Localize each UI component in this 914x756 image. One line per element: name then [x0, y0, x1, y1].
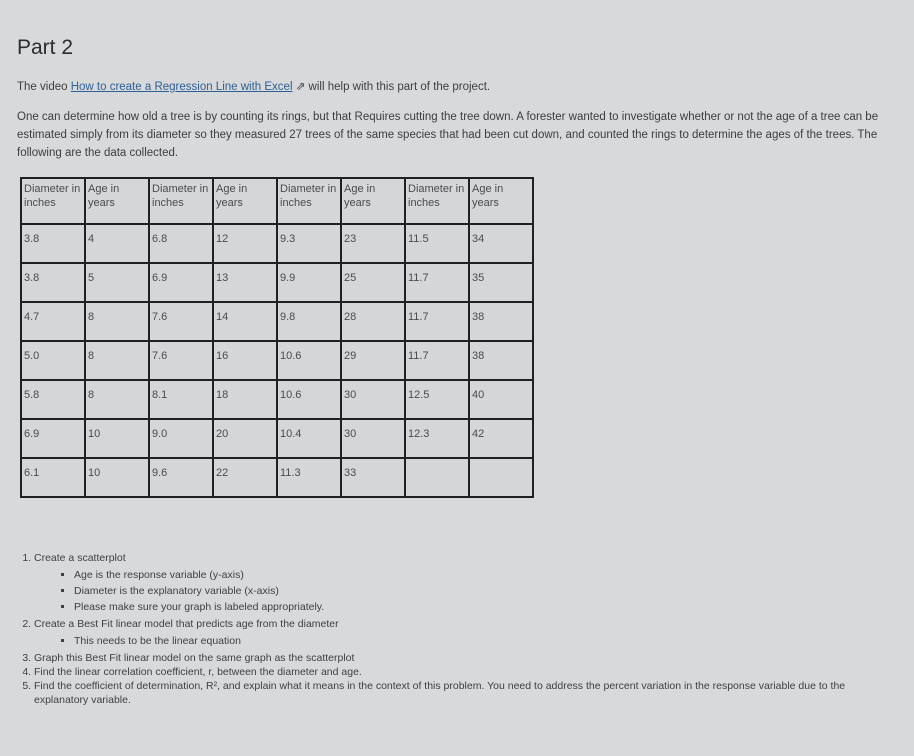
table-cell: 16 [213, 341, 277, 380]
external-link-icon: ⇗ [292, 81, 306, 93]
task-item [34, 651, 894, 665]
column-header: Age in years [85, 178, 149, 224]
column-header: Diameter in inches [405, 178, 469, 224]
table-cell: 8 [85, 302, 149, 341]
page-title: Part 2 [17, 36, 74, 59]
task-text: Create a scatterplot [34, 552, 126, 564]
subtask-item: ▪ Diameter is the explanatory variable (x-axis) [74, 584, 894, 598]
table-row [21, 458, 533, 497]
table-cell: 6.9 [149, 263, 213, 302]
table-cell: 40 [469, 380, 533, 419]
table-cell: 30 [341, 380, 405, 419]
table-cell: 35 [469, 263, 533, 302]
table-cell: 8 [85, 341, 149, 380]
table-cell: 11.5 [405, 224, 469, 263]
table-row [21, 302, 533, 341]
table-cell: 14 [213, 302, 277, 341]
table-cell: 25 [341, 263, 405, 302]
table-row [21, 380, 533, 419]
video-link[interactable]: How to create a Regression Line with Excel [70, 81, 293, 93]
table-cell: 20 [213, 419, 277, 458]
table-cell: 33 [341, 458, 405, 497]
subtask-item: ▪ Age is the response variable (y-axis) [74, 568, 894, 582]
table-cell: 22 [213, 458, 277, 497]
intro-text: The video [17, 81, 71, 93]
table-cell: 23 [341, 224, 405, 263]
column-header: Diameter in inches [277, 178, 341, 224]
task-text: Create a Best Fit linear model that predicts age from the diameter [34, 618, 339, 630]
column-header: Diameter in inches [21, 178, 85, 224]
table-cell: 8.1 [149, 380, 213, 419]
task-item [34, 665, 894, 679]
table-cell: 38 [469, 341, 533, 380]
column-header: Diameter in inches [149, 178, 213, 224]
table-cell: 12.5 [405, 380, 469, 419]
table-cell: 6.8 [149, 224, 213, 263]
task-text: Graph this Best Fit linear model on the same graph as the scatterplot [34, 652, 355, 664]
table-cell: 10 [85, 458, 149, 497]
table-row [21, 263, 533, 302]
table-cell: 9.0 [149, 419, 213, 458]
table-cell: 12.3 [405, 419, 469, 458]
table-cell: 11.7 [405, 263, 469, 302]
table-cell: 10.6 [277, 341, 341, 380]
table-cell: 11.3 [277, 458, 341, 497]
table-cell: 30 [341, 419, 405, 458]
intro-paragraph [17, 78, 897, 96]
table-cell: 10.6 [277, 380, 341, 419]
table-cell: 11.7 [405, 341, 469, 380]
table-cell: 18 [213, 380, 277, 419]
task-item [34, 679, 894, 707]
table-cell: 5.8 [21, 380, 85, 419]
table-cell [405, 458, 469, 497]
table-row [21, 341, 533, 380]
table-cell: 29 [341, 341, 405, 380]
column-header: Age in years [213, 178, 277, 224]
intro-text-after: will help with this part of the project. [305, 81, 491, 93]
task-text: Find the coefficient of determination, R², and explain what it means in the context of this problem. You need to address the percent variation in the response variable due to the explanatory variable. [34, 680, 846, 706]
table-cell: 8 [85, 380, 149, 419]
table-cell: 9.6 [149, 458, 213, 497]
table-cell: 6.9 [21, 419, 85, 458]
table-cell: 42 [469, 419, 533, 458]
table-cell: 38 [469, 302, 533, 341]
table-row [21, 224, 533, 263]
table-cell: 3.8 [21, 263, 85, 302]
subtask-item: ▪ Please make sure your graph is labeled appropriately. [74, 600, 894, 614]
table-cell: 3.8 [21, 224, 85, 263]
subtask-item: ▪ This needs to be the linear equation [74, 634, 894, 648]
table-cell: 4.7 [21, 302, 85, 341]
column-header: Age in years [469, 178, 533, 224]
table-cell: 7.6 [149, 302, 213, 341]
table-cell: 6.1 [21, 458, 85, 497]
task-text: Find the linear correlation coefficient, r, between the diameter and age. [34, 666, 362, 678]
table-cell: 9.8 [277, 302, 341, 341]
table-cell: 10 [85, 419, 149, 458]
task-list [18, 551, 894, 707]
table-cell: 28 [341, 302, 405, 341]
table-cell: 10.4 [277, 419, 341, 458]
table-cell: 9.9 [277, 263, 341, 302]
data-table [20, 177, 534, 498]
column-header: Age in years [341, 178, 405, 224]
description-paragraph: One can determine how old a tree is by counting its rings, but that Requires cutting the tree down. A forester wanted to investigate whether or not the age of a tree can be estimated simply from its diameter so they measured 27 trees of the same species that had been cut down, and counted the rings to determine the ages of the trees. The following are the data collected. [17, 111, 879, 159]
table-cell: 13 [213, 263, 277, 302]
task-item [34, 617, 894, 648]
table-cell [469, 458, 533, 497]
table-cell: 5.0 [21, 341, 85, 380]
table-cell: 12 [213, 224, 277, 263]
table-cell: 4 [85, 224, 149, 263]
table-cell: 7.6 [149, 341, 213, 380]
task-item [34, 551, 894, 614]
table-row [21, 419, 533, 458]
table-cell: 11.7 [405, 302, 469, 341]
table-cell: 5 [85, 263, 149, 302]
table-cell: 9.3 [277, 224, 341, 263]
table-cell: 34 [469, 224, 533, 263]
